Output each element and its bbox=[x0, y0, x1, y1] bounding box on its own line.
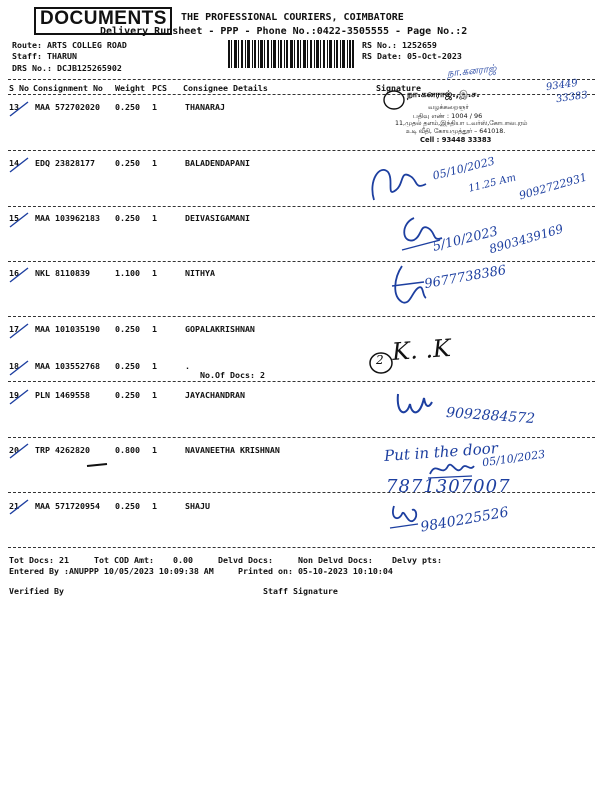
header-bottom-rule bbox=[8, 94, 595, 95]
footer-delvd: Delvd Docs: bbox=[218, 555, 273, 565]
row-consignment: MAA 103962183 bbox=[35, 213, 100, 223]
handwritten-num-r13: 93449 bbox=[545, 77, 579, 94]
row-weight: 0.250 bbox=[115, 361, 140, 371]
col-weight: Weight bbox=[115, 83, 145, 93]
footer-entered-by: Entered By :ANUPPP 10/05/2023 10:09:38 AM bbox=[9, 566, 214, 576]
row-consignment: NKL 8110839 bbox=[35, 268, 90, 278]
handwritten-phone-r20: 7871307007 bbox=[386, 476, 511, 497]
row-consignee: THANARAJ bbox=[185, 102, 225, 112]
row-weight: 0.250 bbox=[115, 102, 140, 112]
row-rule bbox=[8, 206, 595, 207]
stamp-seal-icon bbox=[382, 88, 406, 112]
row-pcs: 1 bbox=[152, 268, 157, 278]
row-weight: 0.250 bbox=[115, 501, 140, 511]
runsheet-subtitle: Delivery Runsheet - PPP - Phone No.:0422-3505555 - Page No.:2 bbox=[100, 26, 468, 37]
row-consignee: DEIVASIGAMANI bbox=[185, 213, 250, 223]
footer-non-delvd: Non Delvd Docs: bbox=[298, 555, 373, 565]
row-consignment: MAA 571720954 bbox=[35, 501, 100, 511]
handwritten-time-r14: 11.25 Am bbox=[467, 172, 518, 195]
row-rule bbox=[8, 316, 595, 317]
rs-date: RS Date: 05-Oct-2023 bbox=[362, 51, 462, 61]
row-pcs: 1 bbox=[152, 361, 157, 371]
row-consignee: NAVANEETHA KRISHNAN bbox=[185, 445, 280, 455]
row-sno: 17 bbox=[9, 324, 19, 334]
handwritten-phone-r19: 9092884572 bbox=[445, 404, 536, 428]
tick-marks bbox=[6, 100, 36, 520]
staff-label: Staff: THARUN bbox=[12, 51, 77, 61]
footer-printed-on: Printed on: 05-10-2023 10:10:04 bbox=[238, 566, 393, 576]
footer-delvy-pts: Delvy pts: bbox=[392, 555, 442, 565]
handwritten-phone-r16: 9677738386 bbox=[423, 262, 508, 293]
row-pcs: 1 bbox=[152, 213, 157, 223]
circled-number: 2 bbox=[376, 353, 384, 367]
row-consignment: MAA 101035190 bbox=[35, 324, 100, 334]
row-rule bbox=[8, 150, 595, 151]
row-consignee: NITHYA bbox=[185, 268, 215, 278]
handwritten-date-r20: 05/10/2023 bbox=[481, 447, 547, 470]
row-weight: 0.250 bbox=[115, 390, 140, 400]
row-consignee: GOPALAKRISHNAN bbox=[185, 324, 255, 334]
col-consignee: Consignee Details bbox=[183, 83, 268, 93]
row-pcs: 1 bbox=[152, 501, 157, 511]
row-sno: 15 bbox=[9, 213, 19, 223]
stamp-line3: 11,முதல் தளம்,இந்தியா டவர்ஸ்,கோபாலபுரம் bbox=[395, 120, 528, 127]
handwritten-phone-r14: 9092722931 bbox=[517, 170, 589, 203]
row-rule bbox=[8, 261, 595, 262]
row-pcs: 1 bbox=[152, 324, 157, 334]
handwritten-phone-r15: 8903439169 bbox=[487, 221, 565, 257]
signature-r21 bbox=[388, 500, 420, 534]
col-sno: S No bbox=[9, 83, 29, 93]
row-weight: 0.250 bbox=[115, 213, 140, 223]
handwritten-date-r14: 05/10/2023 bbox=[431, 154, 497, 183]
signature-r14 bbox=[366, 160, 436, 210]
company-title: THE PROFESSIONAL COURIERS, COIMBATORE bbox=[181, 12, 404, 23]
footer-tot-docs: Tot Docs: 21 bbox=[9, 555, 69, 565]
row-consignment: MAA 103552768 bbox=[35, 361, 100, 371]
stamp-line1: வழக்கறைஞர் bbox=[428, 103, 469, 111]
stamp-line4: உடி வீதி, கோயமுத்தூர் – 641018. bbox=[406, 128, 506, 135]
header-top-rule bbox=[8, 79, 595, 80]
row-pcs: 1 bbox=[152, 158, 157, 168]
row-pcs: 1 bbox=[152, 390, 157, 400]
footer-staff-signature: Staff Signature bbox=[263, 586, 338, 596]
row-consignee: BALADENDAPANI bbox=[185, 158, 250, 168]
handwritten-date-r15: 5/10/2023 bbox=[431, 224, 500, 255]
rs-number: RS No.: 1252659 bbox=[362, 40, 437, 50]
row-sno: 13 bbox=[9, 102, 19, 112]
stamp-name: நா.கனராஜ்.,இ.ச. bbox=[407, 90, 480, 100]
handwritten-note-r20: Put in the door bbox=[383, 439, 499, 465]
row-consignment: MAA 572702020 bbox=[35, 102, 100, 112]
row-weight: 1.100 bbox=[115, 268, 140, 278]
col-signature: Signature bbox=[376, 83, 421, 93]
dash-mark bbox=[85, 460, 111, 470]
row-consignee: JAYACHANDRAN bbox=[185, 390, 245, 400]
row-pcs: 1 bbox=[152, 445, 157, 455]
handwritten-signature-r17: K. .K bbox=[391, 333, 452, 367]
stamp-line5: Cell : 93448 33383 bbox=[420, 136, 492, 144]
signature-r16 bbox=[388, 262, 428, 308]
route-label: Route: ARTS COLLEG ROAD bbox=[12, 40, 127, 50]
documents-stamp: DOCUMENTS bbox=[40, 8, 167, 29]
stamp-line2: பதிவு எண் : 1004 / 96 bbox=[413, 112, 483, 120]
row-consignee: SHAJU bbox=[185, 501, 210, 511]
handwritten-num2-r13: 33383 bbox=[555, 89, 589, 106]
row-sno: 21 bbox=[9, 501, 19, 511]
row-rule bbox=[8, 381, 595, 382]
row-consignee: . bbox=[185, 361, 190, 371]
drs-number: DRS No.: DCJB125265902 bbox=[12, 63, 122, 73]
row-consignment: PLN 1469558 bbox=[35, 390, 90, 400]
row-consignment: EDQ 23828177 bbox=[35, 158, 95, 168]
handwritten-name-r13: நா.கனராஜ் bbox=[446, 63, 498, 80]
footer-cod-label: Tot COD Amt: bbox=[94, 555, 154, 565]
col-consignment: Consignment No bbox=[33, 83, 103, 93]
row-consignment: TRP 4262820 bbox=[35, 445, 90, 455]
no-of-docs: No.Of Docs: 2 bbox=[200, 370, 265, 380]
table-bottom-rule bbox=[8, 547, 595, 548]
row-sno: 14 bbox=[9, 158, 19, 168]
row-sno: 20 bbox=[9, 445, 19, 455]
row-rule bbox=[8, 437, 595, 438]
row-weight: 0.800 bbox=[115, 445, 140, 455]
footer-verified-by: Verified By bbox=[9, 586, 64, 596]
row-weight: 0.250 bbox=[115, 158, 140, 168]
signature-r19 bbox=[394, 388, 434, 422]
col-pcs: PCS bbox=[152, 83, 167, 93]
row-sno: 19 bbox=[9, 390, 19, 400]
row-pcs: 1 bbox=[152, 102, 157, 112]
row-weight: 0.250 bbox=[115, 324, 140, 334]
handwritten-phone-r21: 9840225526 bbox=[419, 504, 510, 536]
footer-cod-value: 0.00 bbox=[173, 555, 193, 565]
row-sno: 18 bbox=[9, 361, 19, 371]
row-sno: 16 bbox=[9, 268, 19, 278]
barcode bbox=[228, 40, 354, 68]
